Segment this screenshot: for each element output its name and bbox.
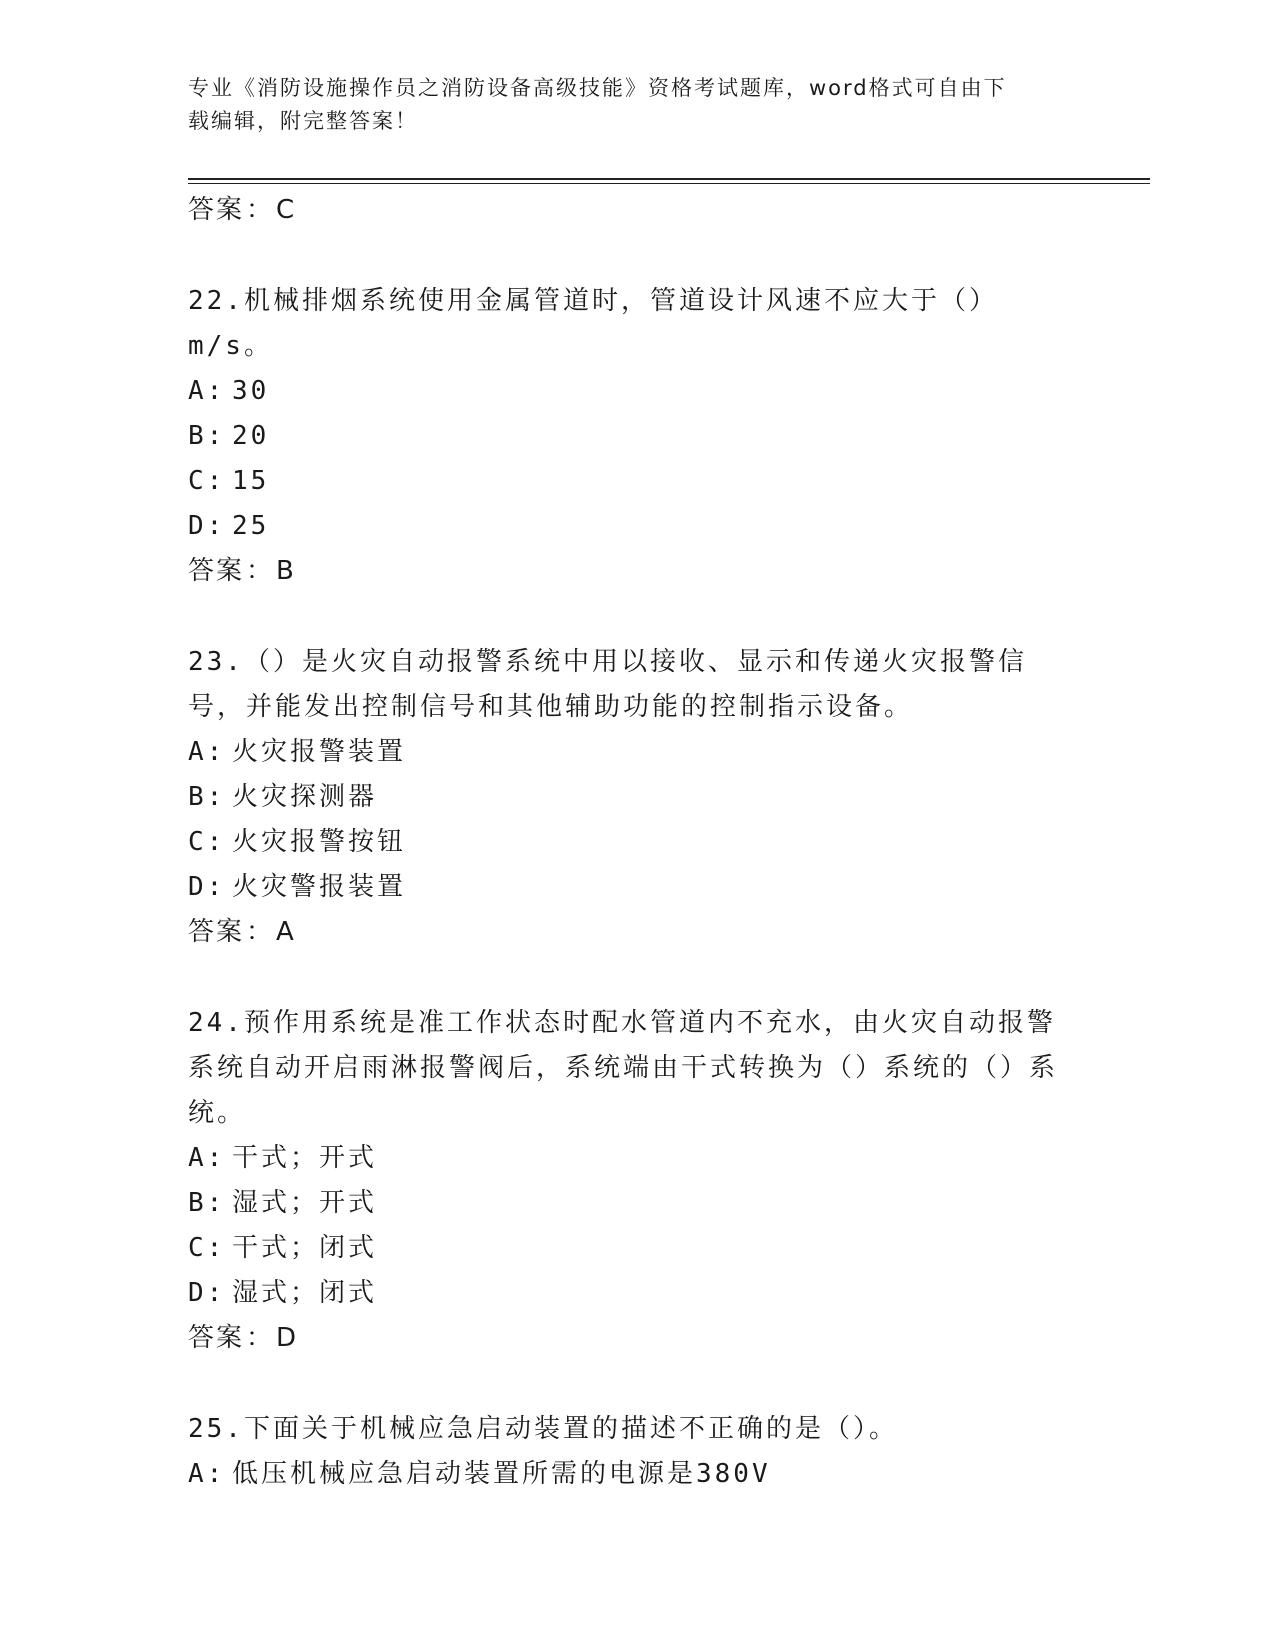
answer-colon: ： — [246, 917, 275, 947]
option-text: 火灾报警装置 — [232, 737, 407, 767]
answer-colon: ： — [246, 1323, 275, 1353]
header-line-1: 专业《消防设施操作员之消防设备高级技能》资格考试题库，word格式可自由下 — [188, 76, 1007, 100]
option-a — [188, 369, 1148, 414]
answer-line — [188, 910, 1148, 955]
answer-value: B — [276, 556, 296, 586]
option-text: 30 — [232, 376, 270, 406]
option-key: B: — [188, 782, 226, 812]
option-d — [188, 1271, 1148, 1316]
option-text: 湿式；闭式 — [232, 1278, 378, 1308]
answer-line — [188, 549, 1148, 594]
question-text: 25.下面关于机械应急启动装置的描述不正确的是（）。 — [188, 1414, 898, 1444]
option-text: 低压机械应急启动装置所需的电源是380V — [232, 1459, 771, 1489]
option-key: D: — [188, 511, 226, 541]
option-a — [188, 730, 1148, 775]
option-key: A: — [188, 1459, 226, 1489]
option-text: 湿式；开式 — [232, 1188, 378, 1218]
option-b — [188, 1181, 1148, 1226]
question-text: 22.机械排烟系统使用金属管道时，管道设计风速不应大于（）m/s。 — [188, 286, 998, 361]
option-text: 干式；开式 — [232, 1143, 378, 1173]
option-text: 20 — [232, 421, 270, 451]
option-c — [188, 1226, 1148, 1271]
answer-value: C — [276, 195, 297, 225]
option-a — [188, 1136, 1148, 1181]
answer-label: 答案 — [188, 1323, 245, 1353]
question-25 — [188, 1407, 1148, 1497]
option-d — [188, 504, 1148, 549]
question-text: 23.（）是火灾自动报警系统中用以接收、显示和传递火灾报警信号，并能发出控制信号和其他辅助功能的控制指示设备。 — [188, 647, 1027, 722]
answer-label: 答案 — [188, 556, 245, 586]
option-key: D: — [188, 1278, 226, 1308]
option-text: 火灾探测器 — [232, 782, 378, 812]
option-text: 火灾报警按钮 — [232, 827, 407, 857]
option-key: B: — [188, 1188, 226, 1218]
question-22 — [188, 279, 1148, 594]
document-body — [188, 188, 1148, 1497]
answer-colon: ： — [246, 556, 275, 586]
option-text: 15 — [232, 466, 270, 496]
option-d — [188, 865, 1148, 910]
question-text: 24.预作用系统是准工作状态时配水管道内不充水，由火灾自动报警系统自动开启雨淋报警阀后，系统端由干式转换为（）系统的（）系统。 — [188, 1008, 1059, 1128]
option-c — [188, 459, 1148, 504]
answer-line-21 — [188, 188, 1148, 233]
answer-colon: ： — [246, 195, 275, 225]
option-key: C: — [188, 1233, 226, 1263]
option-b — [188, 775, 1148, 820]
option-text: 干式；闭式 — [232, 1233, 378, 1263]
answer-label: 答案 — [188, 917, 245, 947]
header-line-2: 载编辑，附完整答案！ — [188, 109, 418, 133]
header-divider-thin — [188, 183, 1150, 184]
question-24 — [188, 1001, 1148, 1361]
answer-value: A — [276, 917, 296, 947]
option-c — [188, 820, 1148, 865]
answer-value: D — [276, 1323, 299, 1353]
question-23 — [188, 640, 1148, 955]
option-key: C: — [188, 827, 226, 857]
option-a — [188, 1452, 1148, 1497]
option-key: B: — [188, 421, 226, 451]
option-key: A: — [188, 376, 226, 406]
option-key: C: — [188, 466, 226, 496]
option-b — [188, 414, 1148, 459]
answer-line — [188, 1316, 1148, 1361]
answer-label: 答案 — [188, 195, 245, 225]
option-text: 25 — [232, 511, 270, 541]
option-key: D: — [188, 872, 226, 902]
header-divider-thick — [188, 178, 1150, 180]
option-key: A: — [188, 1143, 226, 1173]
option-key: A: — [188, 737, 226, 767]
document-header — [188, 72, 1068, 138]
option-text: 火灾警报装置 — [232, 872, 407, 902]
